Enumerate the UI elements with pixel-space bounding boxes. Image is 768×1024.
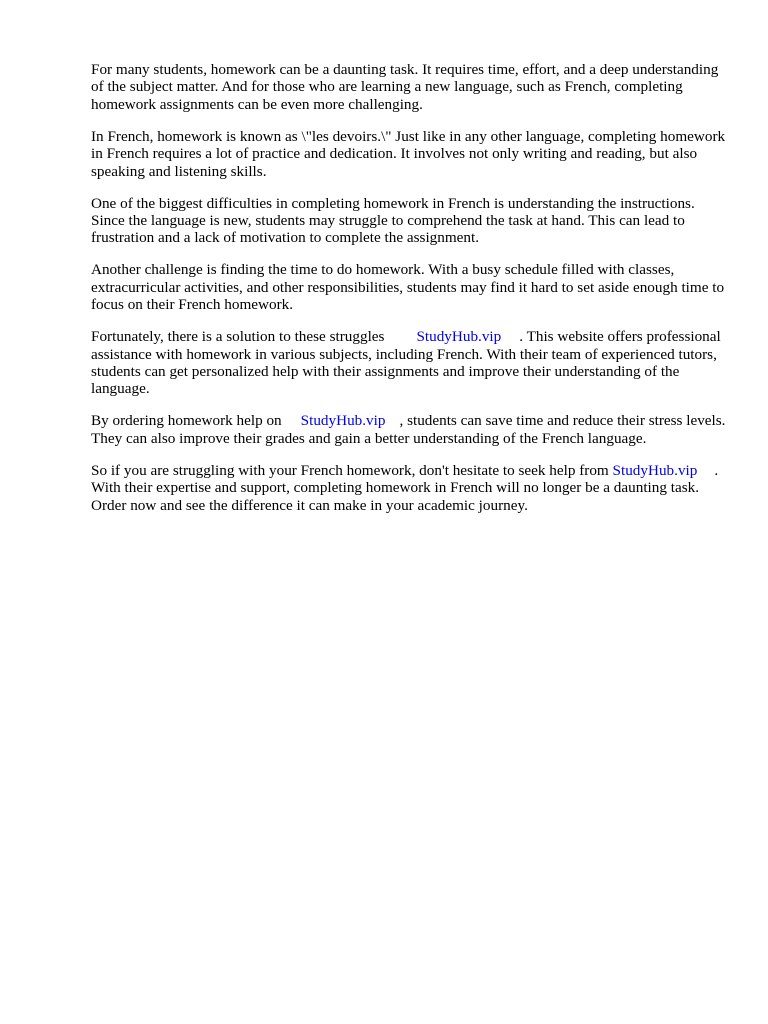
paragraph-ordering-text-before: By ordering homework help on xyxy=(91,412,282,430)
paragraph-ordering-text-after: , students can save time and reduce their stress levels. They can also improve their grades and gain a better understanding of the French language. xyxy=(91,412,726,447)
paragraph-solution-text-after: . This website offers professional assistance with homework in various subjects, including French. With their team of experienced tutors, students can get personalized help with their assignments and improve their understanding of the language. xyxy=(91,328,721,398)
paragraph-conclusion-text-before: So if you are struggling with your French homework, don't hesitate to seek help from xyxy=(91,461,609,479)
paragraph-time-challenge: Another challenge is finding the time to do homework. With a busy schedule filled with classes, extracurricular activities, and other responsibilities, students may find it hard to set aside enough time to focus on their French homework. xyxy=(91,261,725,314)
studyhub-link-2[interactable]: StudyHub.vip xyxy=(300,412,386,430)
studyhub-link-3[interactable]: StudyHub.vip xyxy=(612,461,698,479)
studyhub-link-1[interactable]: StudyHub.vip xyxy=(416,328,502,346)
paragraph-solution-text-before: Fortunately, there is a solution to these struggles xyxy=(91,328,385,346)
document-body xyxy=(91,61,731,529)
paragraph-intro: For many students, homework can be a daunting task. It requires time, effort, and a deep understanding of the subject matter. And for those who are learning a new language, such as French, completing homework assignments can be even more challenging. xyxy=(91,61,719,113)
paragraph-conclusion xyxy=(91,462,731,514)
paragraph-difficulties: One of the biggest difficulties in completing homework in French is understanding the instructions. Since the language is new, students may struggle to comprehend the task at hand. This can lead to frustration and a lack of motivation to complete the assignment. xyxy=(91,194,695,247)
paragraph-conclusion-text-after: . With their expertise and support, completing homework in French will no longer be a daunting task. Order now and see the difference it can make in your academic journey. xyxy=(91,461,719,514)
paragraph-solution xyxy=(91,328,731,398)
paragraph-ordering xyxy=(91,412,731,447)
paragraph-les-devoirs: In French, homework is known as \"les devoirs.\" Just like in any other language, completing homework in French requires a lot of practice and dedication. It involves not only writing and reading, but also speaking and listening skills. xyxy=(91,127,726,180)
